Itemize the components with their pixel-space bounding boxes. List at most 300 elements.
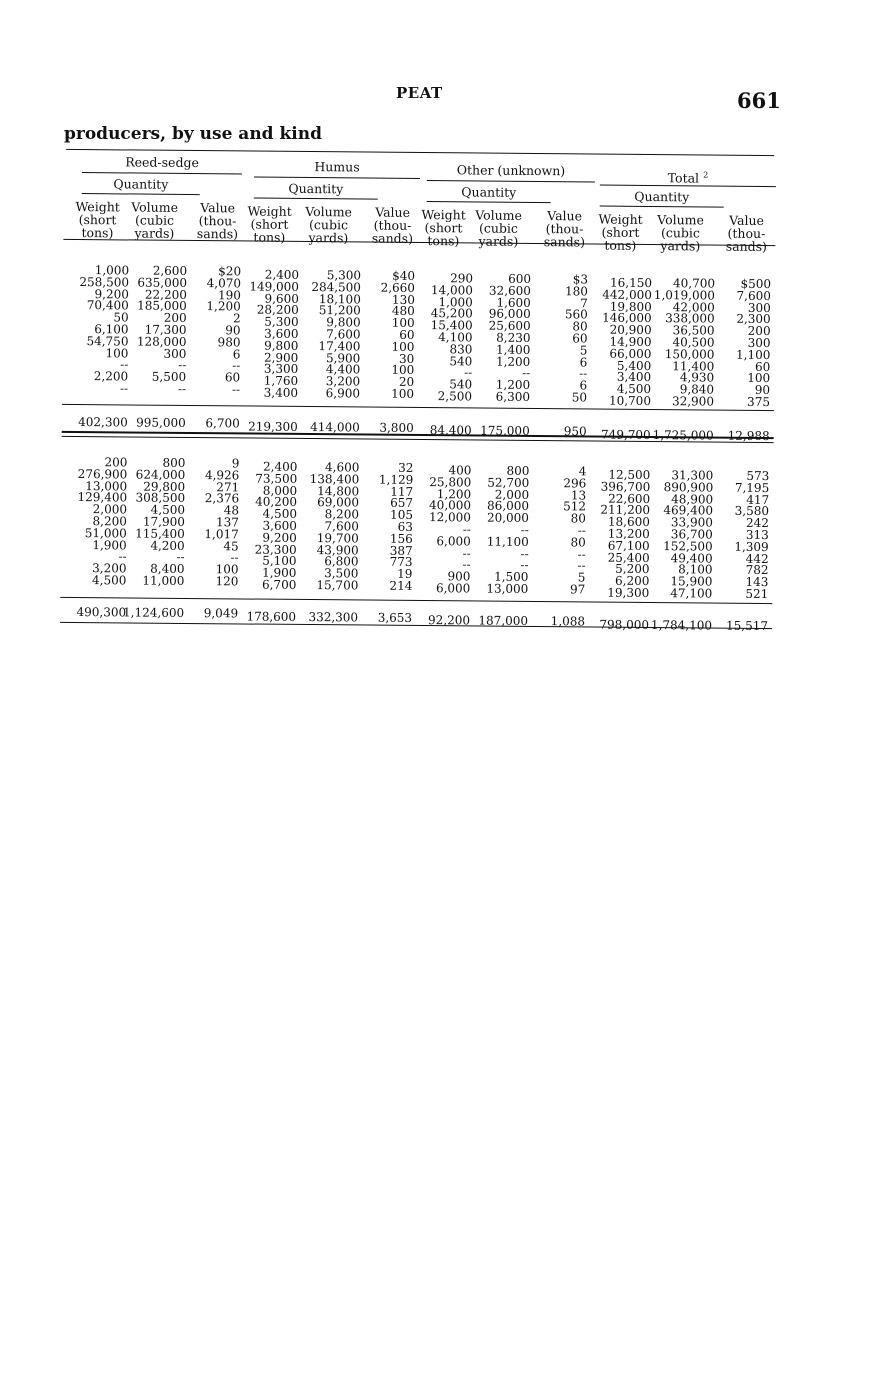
table-cell: 60	[572, 331, 588, 346]
total-cell: 414,000	[310, 420, 360, 435]
table-cell: 138,400	[309, 471, 360, 487]
table-cell: 190	[217, 287, 241, 303]
table-cell: 300	[747, 300, 771, 315]
table-cell: 1,400	[496, 342, 531, 357]
table-cell: 18,100	[318, 291, 361, 307]
table-cell: 25,800	[429, 474, 472, 490]
table-cell: 480	[391, 304, 415, 319]
table-cell: 18,600	[607, 514, 651, 530]
table-cell: 32	[398, 460, 414, 475]
table-cell: --	[520, 558, 529, 573]
table-cell: 149,000	[249, 279, 300, 294]
data-column	[464, 273, 531, 403]
table-cell: 4,500	[262, 506, 298, 522]
column-header-line: Value	[375, 204, 411, 220]
table-cell: 6,100	[94, 322, 129, 337]
quantity-label-other: Quantity	[461, 184, 517, 200]
table-cell: 2,000	[92, 502, 128, 517]
total-cell: 995,000	[136, 415, 186, 430]
data-column	[236, 461, 297, 591]
table-cell: 29,800	[143, 479, 186, 494]
table-cell: 40,500	[672, 335, 715, 350]
table-cell: 1,200	[206, 299, 241, 314]
table-cell: 540	[449, 377, 473, 392]
column-header-line: (short	[601, 224, 640, 240]
data-column	[537, 466, 586, 596]
data-column	[587, 277, 652, 407]
table-cell: 42,000	[672, 299, 715, 315]
table-cell: 14,900	[609, 334, 652, 350]
table-cell: 15,400	[430, 318, 473, 333]
table-cell: 469,400	[663, 503, 714, 518]
column-header-value	[717, 214, 775, 254]
table-cell: 258,500	[79, 274, 130, 290]
table-cell: 100	[747, 371, 771, 386]
table-cell: 13,000	[486, 581, 529, 596]
table-cell: 375	[747, 394, 771, 410]
table-cell: 4,926	[204, 467, 240, 483]
table-cell: --	[462, 522, 471, 537]
total-cell: 1,124,600	[122, 605, 185, 620]
table-cell: 130	[391, 292, 415, 307]
table-cell: 69,000	[317, 495, 360, 510]
table-cell: 120	[215, 574, 239, 589]
total-cell: 749,700	[601, 427, 651, 443]
table-cell: 200	[747, 324, 771, 339]
table-cell: 4,400	[325, 362, 361, 377]
table-cell: 45,200	[430, 306, 473, 321]
table-cell: --	[464, 365, 473, 380]
table-cell: 5,900	[325, 350, 361, 366]
table-cell: 4,500	[616, 381, 652, 397]
column-header-line: yards)	[308, 230, 349, 246]
table-cell: 3,600	[262, 518, 297, 533]
table-cell: 14,000	[430, 282, 474, 298]
total-cell: 402,300	[78, 415, 128, 430]
column-header-volume	[291, 205, 365, 245]
table-cell: 19,800	[609, 299, 652, 314]
table-cell: 9,600	[264, 291, 299, 306]
table-cell: 32,600	[488, 283, 532, 298]
column-header-line: Value	[547, 208, 583, 224]
table-cell: 800	[162, 455, 186, 470]
table-cell: 17,900	[142, 514, 185, 529]
data-column	[238, 269, 299, 399]
table-cell: 51,000	[84, 525, 127, 541]
column-header-line: Weight	[598, 211, 643, 227]
table-cell: 8,200	[324, 507, 360, 522]
table-cell: 3,500	[324, 566, 359, 581]
column-header-line: sands)	[196, 226, 239, 242]
table-cell: 2,400	[262, 459, 298, 474]
table-cell: 9	[231, 456, 240, 471]
table-cell: 22,600	[608, 491, 651, 506]
table-cell: --	[577, 523, 586, 538]
column-header-line: tons)	[81, 225, 114, 241]
table-cell: 12,000	[428, 510, 472, 525]
table-cell: 70,400	[86, 298, 129, 313]
total-cell: 332,300	[308, 610, 359, 625]
table-cell: 540	[449, 353, 473, 369]
data-column	[718, 468, 770, 602]
quantity-label-humus: Quantity	[288, 180, 344, 197]
table-cell: 19	[397, 566, 413, 582]
column-header-line: sands)	[371, 230, 414, 246]
table-cell: 1,600	[496, 295, 531, 310]
table-cell: 5,400	[616, 358, 652, 373]
table-cell: 13,200	[607, 526, 650, 541]
table-cell: 1,200	[495, 377, 531, 393]
table-cell: --	[178, 358, 187, 373]
table-cell: 442	[745, 551, 769, 566]
column-header-line: yards)	[660, 238, 701, 254]
table-cell: 7	[580, 295, 588, 311]
column-header-line: (thou-	[198, 213, 237, 229]
table-cell: 4,930	[679, 370, 715, 385]
table-cell: 400	[448, 463, 472, 478]
column-header-line: (short	[78, 212, 117, 228]
table-cell: 16,150	[609, 275, 653, 291]
table-cell: 635,000	[137, 275, 188, 290]
table-cell: --	[579, 366, 588, 381]
table-cell: 143	[745, 575, 769, 590]
table-cell: 980	[217, 335, 241, 350]
table-cell: 8,000	[262, 483, 298, 498]
table-cell: 338,000	[665, 311, 715, 326]
table-cell: 60	[399, 327, 415, 342]
table-cell: 23,300	[254, 542, 297, 557]
table-cell: 17,300	[144, 322, 187, 337]
table-cell: 100	[391, 339, 415, 354]
table-cell: 115,400	[135, 526, 185, 541]
table-cell: 117	[390, 484, 414, 499]
running-title: PEAT	[396, 84, 443, 102]
table-cell: 19,700	[316, 530, 359, 546]
table-cell: --	[462, 545, 471, 561]
table-cell: 2,900	[263, 350, 299, 365]
table-cell: 128,000	[136, 334, 187, 349]
table-cell: 300	[163, 346, 187, 361]
table-cell: 80	[572, 319, 588, 334]
table-cell: 30	[399, 351, 415, 366]
table-cell: 276,900	[77, 466, 128, 482]
table-cell: 6,900	[325, 386, 361, 401]
table-cell: 4,500	[91, 573, 127, 588]
table-cell: 2,200	[93, 369, 129, 384]
group-header-total	[600, 168, 776, 186]
column-header-line: (short	[250, 216, 289, 232]
table-cell: 1,500	[494, 569, 529, 585]
table-cell: 15,700	[316, 578, 359, 593]
table-cell: 32,900	[671, 394, 715, 409]
table-cell: 90	[225, 323, 241, 338]
table-cell: 1,900	[92, 537, 127, 553]
table-cell: 25,600	[488, 318, 531, 334]
column-header-line: Weight	[421, 207, 466, 223]
data-column	[120, 265, 187, 395]
table-cell: 5,500	[151, 369, 187, 385]
table-cell: 8,200	[92, 514, 127, 529]
total-cell: 175,000	[480, 423, 530, 438]
column-header-line: sands)	[543, 234, 586, 250]
table-cell: 6,000	[435, 581, 471, 596]
data-column	[720, 276, 772, 410]
table-cell: 773	[389, 555, 413, 570]
column-header-line: Volume	[657, 212, 705, 228]
table-cell: --	[177, 381, 187, 396]
table-cell: 6,700	[261, 577, 297, 592]
total-cell: 178,600	[246, 609, 297, 624]
table-cell: 2,660	[380, 280, 416, 295]
table-cell: --	[176, 550, 185, 565]
column-header-line: Weight	[247, 203, 292, 219]
column-header-line: tons)	[253, 229, 286, 245]
table-cell: --	[520, 522, 529, 537]
column-header-line: Value	[729, 212, 765, 228]
total-cell: 3,800	[379, 420, 414, 435]
table-cell: 1,200	[436, 486, 472, 502]
table-cell: 8,230	[496, 330, 531, 345]
table-cell: 152,500	[663, 538, 713, 554]
table-cell: 6,000	[436, 533, 471, 549]
total-cell: 9,049	[203, 606, 239, 621]
table-cell: 1,900	[262, 565, 297, 581]
table-cell: 1,129	[378, 472, 414, 487]
data-column	[366, 460, 414, 593]
table-cell: 284,500	[311, 279, 362, 295]
table-cell: --	[462, 557, 471, 572]
table-cell: 31,300	[671, 468, 714, 483]
table-cell: 1,000	[94, 263, 130, 278]
table-cell: 214	[389, 578, 413, 593]
table-cell: 43,900	[316, 542, 359, 558]
total-cell: 6,700	[205, 416, 240, 431]
table-cell: 7,600	[736, 288, 771, 303]
table-cell: 150,000	[664, 346, 715, 362]
data-column	[292, 462, 359, 592]
table-cell: 3,580	[734, 504, 770, 519]
column-header-volume	[641, 213, 719, 253]
table-cell: 25,400	[607, 550, 650, 565]
table-cell: 60	[754, 359, 771, 374]
total-cell: 1,784,100	[650, 618, 713, 633]
group-header-humus: Humus	[314, 159, 360, 175]
table-cell: 900	[447, 569, 471, 584]
table-cell: 2,000	[494, 487, 530, 502]
table-cell: 96,000	[488, 306, 531, 322]
table-cell: 308,500	[135, 490, 186, 506]
table-cell: 185,000	[137, 298, 187, 314]
table-cell: 2,400	[264, 267, 300, 282]
column-header-line: (cubic	[308, 217, 349, 233]
table-cell: 73,500	[255, 471, 298, 486]
table-cell: 105	[390, 507, 414, 523]
data-column	[192, 266, 241, 396]
table-cell: 600	[508, 271, 532, 286]
column-header-line: Volume	[131, 199, 179, 215]
column-header-line: sands)	[725, 238, 768, 255]
table-cell: 52,700	[487, 475, 530, 490]
table-cell: 1,200	[495, 354, 531, 369]
table-cell: 80	[570, 535, 586, 550]
table-cell: 5	[579, 343, 588, 358]
data-column	[642, 470, 713, 600]
table-cell: 33,900	[670, 515, 714, 530]
data-column	[585, 469, 650, 599]
column-header-line: yards)	[134, 225, 175, 241]
table-cell: 3,400	[616, 370, 652, 385]
table-cell: 6	[232, 346, 241, 362]
table-cell: 45	[223, 538, 239, 554]
table-cell: 3,300	[263, 362, 299, 377]
table-cell: 6,800	[324, 554, 359, 569]
table-cell: 560	[564, 307, 588, 322]
table-cell: 296	[563, 476, 587, 491]
table-cell: 782	[745, 563, 769, 578]
table-cell: --	[577, 546, 586, 562]
data-column	[294, 270, 361, 400]
table-cell: 15,900	[670, 574, 713, 589]
table-cell: 5,300	[326, 268, 362, 283]
table-cell: 51,200	[318, 303, 361, 318]
table-cell: 9,200	[94, 286, 129, 302]
table-cell: 2	[233, 311, 241, 326]
total-cell: 92,200	[428, 613, 471, 628]
table-cell: --	[120, 357, 129, 372]
column-header-line: (thou-	[373, 217, 412, 233]
column-header-line: tons)	[604, 237, 637, 253]
table-cell: 6	[579, 378, 588, 393]
table-cell: 11,400	[672, 358, 715, 374]
table-cell: 49,400	[670, 550, 713, 566]
table-cell: 1,309	[734, 539, 769, 554]
page-number: 661	[737, 88, 781, 113]
table-cell: 417	[746, 492, 770, 507]
table-cell: 14,800	[317, 483, 360, 499]
total-cell: 950	[563, 424, 587, 439]
data-column	[368, 268, 416, 401]
table-cell: 11,000	[142, 573, 185, 588]
table-cell: $20	[218, 264, 242, 279]
table-cell: 2,600	[152, 263, 188, 278]
table-cell: 40,200	[255, 494, 298, 510]
table-cell: 387	[389, 543, 413, 558]
table-cell: 624,000	[135, 467, 186, 482]
table-cell: 7,600	[324, 519, 359, 534]
table-cell: 13	[570, 487, 587, 503]
total-cell: 490,300	[76, 605, 127, 620]
total-cell: 219,300	[248, 419, 298, 434]
table-cell: 20	[398, 374, 415, 390]
column-header-line: Weight	[75, 198, 120, 215]
table-cell: 4,500	[150, 502, 186, 518]
table-cell: 1,100	[735, 347, 771, 362]
table-cell: 4	[578, 464, 587, 479]
table-cell: 146,000	[602, 310, 652, 326]
total-cell: 15,517	[725, 618, 769, 634]
table-cell: --	[231, 382, 241, 397]
table-cell: 22,200	[144, 287, 187, 302]
table-cell: 10,700	[608, 393, 652, 408]
table-cell: --	[232, 358, 241, 373]
column-header-line: yards)	[478, 233, 519, 249]
table-cell: 6,300	[495, 389, 531, 404]
table-cell: 40,700	[672, 276, 716, 291]
column-header-line: (cubic	[478, 220, 519, 236]
table-cell: 63	[397, 519, 413, 534]
table-cell: --	[520, 546, 529, 561]
data-column	[644, 278, 715, 408]
column-header-line: (short	[424, 220, 463, 236]
total-cell: 84,400	[429, 423, 472, 438]
table-cell: 396,700	[600, 479, 651, 494]
table-cell: 9,840	[679, 382, 715, 397]
table-cell: 512	[563, 499, 587, 514]
data-column	[462, 465, 529, 595]
table-cell: 5,100	[262, 554, 297, 569]
table-cell: 4,200	[150, 538, 185, 553]
table-cell: $3	[572, 272, 589, 287]
table-cell: 80	[570, 511, 587, 526]
column-header-line: (cubic	[135, 212, 175, 228]
group-header-total-label: Total	[667, 170, 700, 186]
quantity-label-reed-sedge: Quantity	[113, 176, 169, 192]
column-header-volume	[117, 200, 191, 240]
data-column	[118, 457, 185, 587]
table-cell: 830	[449, 342, 473, 357]
total-cell: 1,088	[550, 614, 586, 629]
table-cell: 28,200	[256, 302, 299, 318]
table-cell: 156	[389, 531, 413, 546]
table-cell: 4,600	[324, 460, 360, 475]
group-header-reed-sedge: Reed-sedge	[125, 154, 199, 171]
table-cell: 4,070	[206, 275, 242, 291]
table-cell: 5,300	[264, 314, 299, 330]
table-cell: 17,400	[318, 338, 361, 354]
quantity-label-total: Quantity	[634, 188, 690, 205]
table-cell: $500	[740, 276, 772, 292]
table-cell: 2,500	[437, 389, 473, 404]
table-cell: 97	[570, 582, 586, 597]
table-cell: 200	[104, 455, 128, 470]
table-cell: 2,376	[204, 491, 240, 506]
table-cell: 1,019,000	[653, 287, 715, 303]
table-cell: 12,500	[608, 467, 651, 483]
table-cell: 48,900	[671, 491, 714, 507]
table-cell: 7,195	[734, 480, 770, 495]
table-cell: --	[118, 549, 127, 564]
table-cell: 1,017	[204, 526, 239, 542]
table-cell: 2,300	[736, 312, 771, 327]
table-cell: --	[522, 366, 531, 381]
table-cell: 890,900	[663, 479, 714, 495]
table-cell: 90	[754, 383, 771, 398]
table-cell: 9,800	[264, 338, 299, 353]
data-column	[539, 274, 588, 404]
table-cell: 36,500	[672, 323, 715, 338]
table-cell: 13,000	[85, 478, 128, 494]
column-header-line: (cubic	[660, 225, 701, 241]
table-cell: 9,800	[326, 315, 361, 330]
table-cell: 1,000	[438, 294, 473, 310]
table-cell: 20,000	[486, 510, 530, 526]
table-cell: --	[230, 550, 239, 565]
table-cell: 6,200	[615, 573, 650, 589]
table-cell: 137	[215, 515, 239, 530]
table-cell: 271	[216, 479, 240, 495]
table-cell: 442,000	[602, 287, 652, 302]
table-cell: 300	[747, 335, 771, 351]
